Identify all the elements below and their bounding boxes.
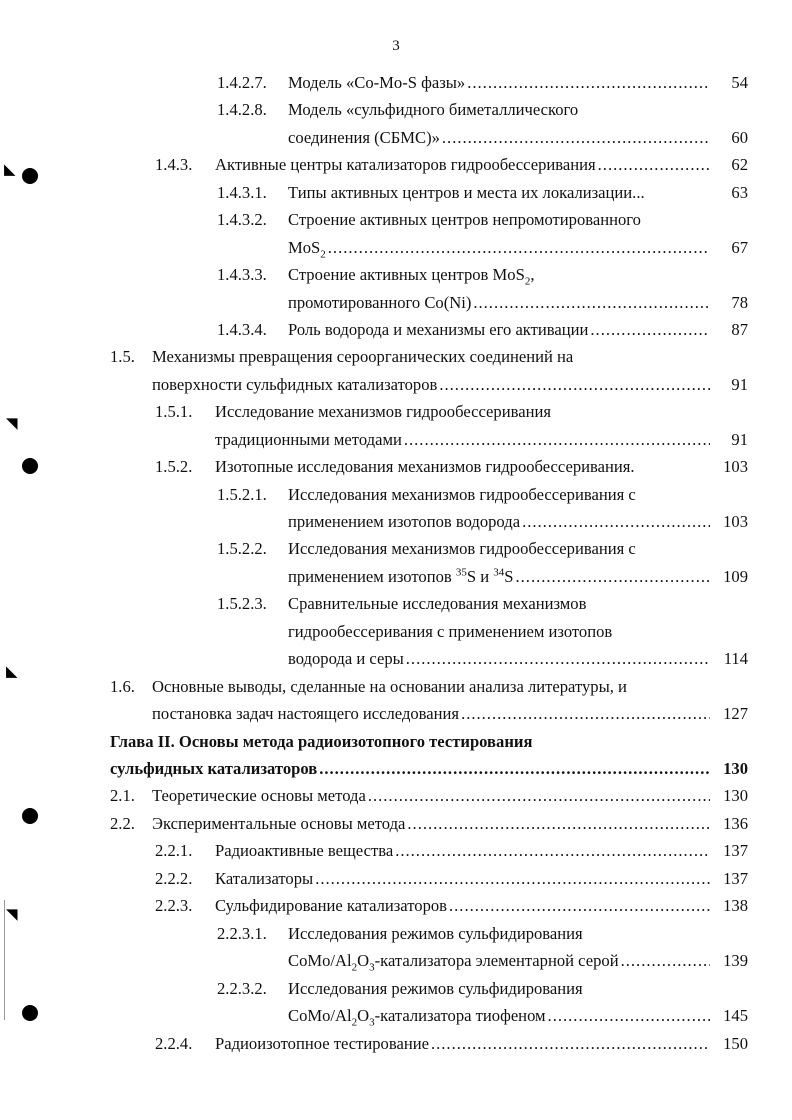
toc-line (0, 508, 792, 535)
dot-leader (319, 755, 710, 782)
toc-entry-title: Исследование механизмов гидрообессеривания (215, 402, 551, 421)
toc-line (0, 371, 792, 398)
dot-leader (548, 1002, 710, 1029)
dot-leader (467, 69, 710, 96)
toc-entry-number: 2.2.2. (155, 869, 193, 888)
toc-entry-title: Строение активных центров MoS$_2$, (288, 265, 535, 288)
toc-line (0, 179, 792, 206)
dot-leader (598, 151, 710, 178)
toc-page-number: 60 (731, 128, 748, 147)
dot-leader (473, 289, 710, 316)
toc-entry-title: Роль водорода и механизмы его активации (288, 320, 589, 339)
dot-leader (516, 563, 711, 590)
toc-entry-number: 2.2.3. (155, 896, 193, 915)
toc-page-number: 63 (731, 183, 748, 202)
toc-line (0, 837, 792, 864)
toc-page-number: 137 (723, 869, 748, 888)
toc-page-number: 103 (723, 512, 748, 531)
toc-page-number: 127 (723, 704, 748, 723)
toc-entry-number: 1.5.1. (155, 402, 193, 421)
toc-entry-title: Основные выводы, сделанные на основании анализа литературы, и (152, 677, 627, 696)
toc-page-number: 91 (731, 375, 748, 394)
dot-leader (439, 371, 710, 398)
toc-line (0, 206, 792, 233)
toc-entry-number: 1.5.2.3. (217, 594, 267, 613)
dot-leader (406, 645, 710, 672)
toc-line (0, 892, 792, 919)
toc-entry-number: 2.2.3.2. (217, 979, 267, 998)
toc-entry-title: Исследования механизмов гидрообессеривания с (288, 539, 636, 558)
toc-entry-title: применением изотопов водорода (288, 512, 521, 531)
toc-page-number: 103 (723, 457, 748, 476)
toc-entry-number: 1.4.2.8. (217, 100, 267, 119)
toc-line (0, 535, 792, 562)
dot-leader (407, 810, 710, 837)
toc-entry-title: Модель «Co-Mo-S фазы» (288, 73, 466, 92)
toc-line (0, 645, 792, 672)
toc-entry-title: применением изотопов $^{35}$S и $^{34}$S (288, 566, 514, 586)
dot-leader (461, 700, 710, 727)
toc-entry-title: Радиоактивные вещества (215, 841, 394, 860)
toc-entry-title: Модель «сульфидного биметаллического (288, 100, 579, 119)
toc-entry-title: постановка задач настоящего исследования (152, 704, 460, 723)
dot-leader (328, 234, 710, 261)
toc-line (0, 151, 792, 178)
toc-line (0, 728, 792, 755)
toc-page-number: 78 (731, 293, 748, 312)
toc-entry-title: Катализаторы (215, 869, 314, 888)
toc-line (0, 453, 792, 480)
toc-page-number: 130 (723, 786, 748, 805)
toc-page-number: 67 (731, 238, 748, 257)
toc-entry-number: 1.4.3. (155, 155, 193, 174)
toc-page-number: 138 (723, 896, 748, 915)
toc-entry-number: 2.2. (110, 814, 135, 833)
toc-entry-title: традиционными методами (215, 430, 402, 449)
toc-entry-number: 1.4.3.1. (217, 183, 267, 202)
dot-leader (621, 947, 710, 974)
toc-line (0, 316, 792, 343)
toc-line (0, 261, 792, 288)
toc-entry-title: Сульфидирование катализаторов (215, 896, 447, 915)
toc-page-number: 87 (731, 320, 748, 339)
toc-line (0, 782, 792, 809)
toc-entry-number: 1.4.3.4. (217, 320, 267, 339)
dot-leader (442, 124, 710, 151)
toc-entry-title: Исследования режимов сульфидирования (288, 979, 583, 998)
toc-entry-title: Изотопные исследования механизмов гидрообессеривания. (215, 457, 635, 476)
toc-line (0, 481, 792, 508)
toc-entry-number: 1.6. (110, 677, 135, 696)
toc-entry-number: 2.2.1. (155, 841, 193, 860)
toc-entry-number: 2.1. (110, 786, 135, 805)
dot-leader (368, 782, 710, 809)
toc-entry-title: Экспериментальные основы метода (152, 814, 406, 833)
toc-line (0, 865, 792, 892)
toc-line (0, 810, 792, 837)
scan-mark-1: ◣ (4, 160, 16, 178)
dot-leader (431, 1030, 710, 1057)
toc-page-number: 139 (723, 951, 748, 970)
toc-entry-title: Радиоизотопное тестирование (215, 1034, 429, 1053)
toc-entry-number: 1.4.3.3. (217, 265, 267, 284)
toc-entry-title: Строение активных центров непромотированного (288, 210, 641, 229)
dot-leader (522, 508, 710, 535)
toc-entry-number: 2.2.4. (155, 1034, 193, 1053)
scan-mark-4: ◥ (6, 905, 18, 923)
toc-page-number: 54 (731, 73, 748, 92)
toc-page-number: 91 (731, 430, 748, 449)
toc-entry-title: соединения (СБМС)» (288, 128, 440, 147)
toc-entry-title: Глава II. Основы метода радиоизотопного тестирования (110, 732, 533, 751)
toc-entry-number: 1.5.2.2. (217, 539, 267, 558)
toc-page-number: 62 (731, 155, 748, 174)
toc-entry-title: Механизмы превращения сероорганических соединений на (152, 347, 574, 366)
toc-line (0, 289, 792, 316)
toc-page-number: 150 (723, 1034, 748, 1053)
toc-line (0, 590, 792, 617)
toc-line (0, 947, 792, 974)
toc-entry-title: сульфидных катализаторов (110, 759, 318, 778)
dot-leader (315, 865, 710, 892)
toc-line (0, 343, 792, 370)
toc-entry-title: гидрообессеривания с применением изотопов (288, 622, 613, 641)
toc-line (0, 1002, 792, 1029)
toc-entry-title: CoMo/$Al_2O_3$-катализатора элементарной серой (288, 951, 619, 974)
toc-entry-number: 1.5.2. (155, 457, 193, 476)
toc-entry-title: Активные центры катализаторов гидрообессеривания (215, 155, 596, 174)
toc-entry-title: водорода и серы (288, 649, 404, 668)
toc-entry-title: Исследования механизмов гидрообессеривания с (288, 485, 636, 504)
toc-page-number: 145 (723, 1006, 748, 1025)
toc-line (0, 673, 792, 700)
toc-entry-title: Теоретические основы метода (152, 786, 366, 805)
toc-entry-title: поверхности сульфидных катализаторов (152, 375, 438, 394)
scan-mark-3: ◣ (6, 662, 18, 680)
page-number: 3 (392, 38, 400, 54)
toc-page-number: 130 (723, 759, 748, 778)
toc-line (0, 69, 792, 96)
toc-entry-number: 1.5. (110, 347, 135, 366)
toc-entry-title: CoMo/$Al_2O_3$-катализатора тиофеном (288, 1006, 546, 1029)
dot-leader (449, 892, 710, 919)
toc-line (0, 920, 792, 947)
toc-page-number: 109 (723, 567, 748, 586)
toc-line (0, 975, 792, 1002)
toc-line (0, 700, 792, 727)
toc-line (0, 398, 792, 425)
scan-mark-2: ◥ (6, 414, 18, 432)
toc-entry-number: 1.5.2.1. (217, 485, 267, 504)
dot-leader (590, 316, 710, 343)
toc-line (0, 426, 792, 453)
toc-page-number: 137 (723, 841, 748, 860)
toc-page-number: 136 (723, 814, 748, 833)
toc-entry-title: промотированного Co(Ni) (288, 293, 472, 312)
dot-leader (395, 837, 710, 864)
toc-line (0, 234, 792, 261)
toc-line (0, 96, 792, 123)
toc-line (0, 124, 792, 151)
toc-entry-number: 1.4.2.7. (217, 73, 267, 92)
toc-line (0, 563, 792, 590)
toc-entry-title: Типы активных центров и места их локализации... (288, 183, 645, 202)
toc-entry-number: 1.4.3.2. (217, 210, 267, 229)
toc-entry-number: 2.2.3.1. (217, 924, 267, 943)
toc-line (0, 755, 792, 782)
toc-entry-title: Исследования режимов сульфидирования (288, 924, 583, 943)
toc-line (0, 1030, 792, 1057)
toc-page-number: 114 (723, 649, 748, 668)
toc-entry-title: Сравнительные исследования механизмов (288, 594, 587, 613)
toc-entry-title: MoS$_2$ (288, 238, 326, 261)
dot-leader (404, 426, 710, 453)
toc-line (0, 618, 792, 645)
